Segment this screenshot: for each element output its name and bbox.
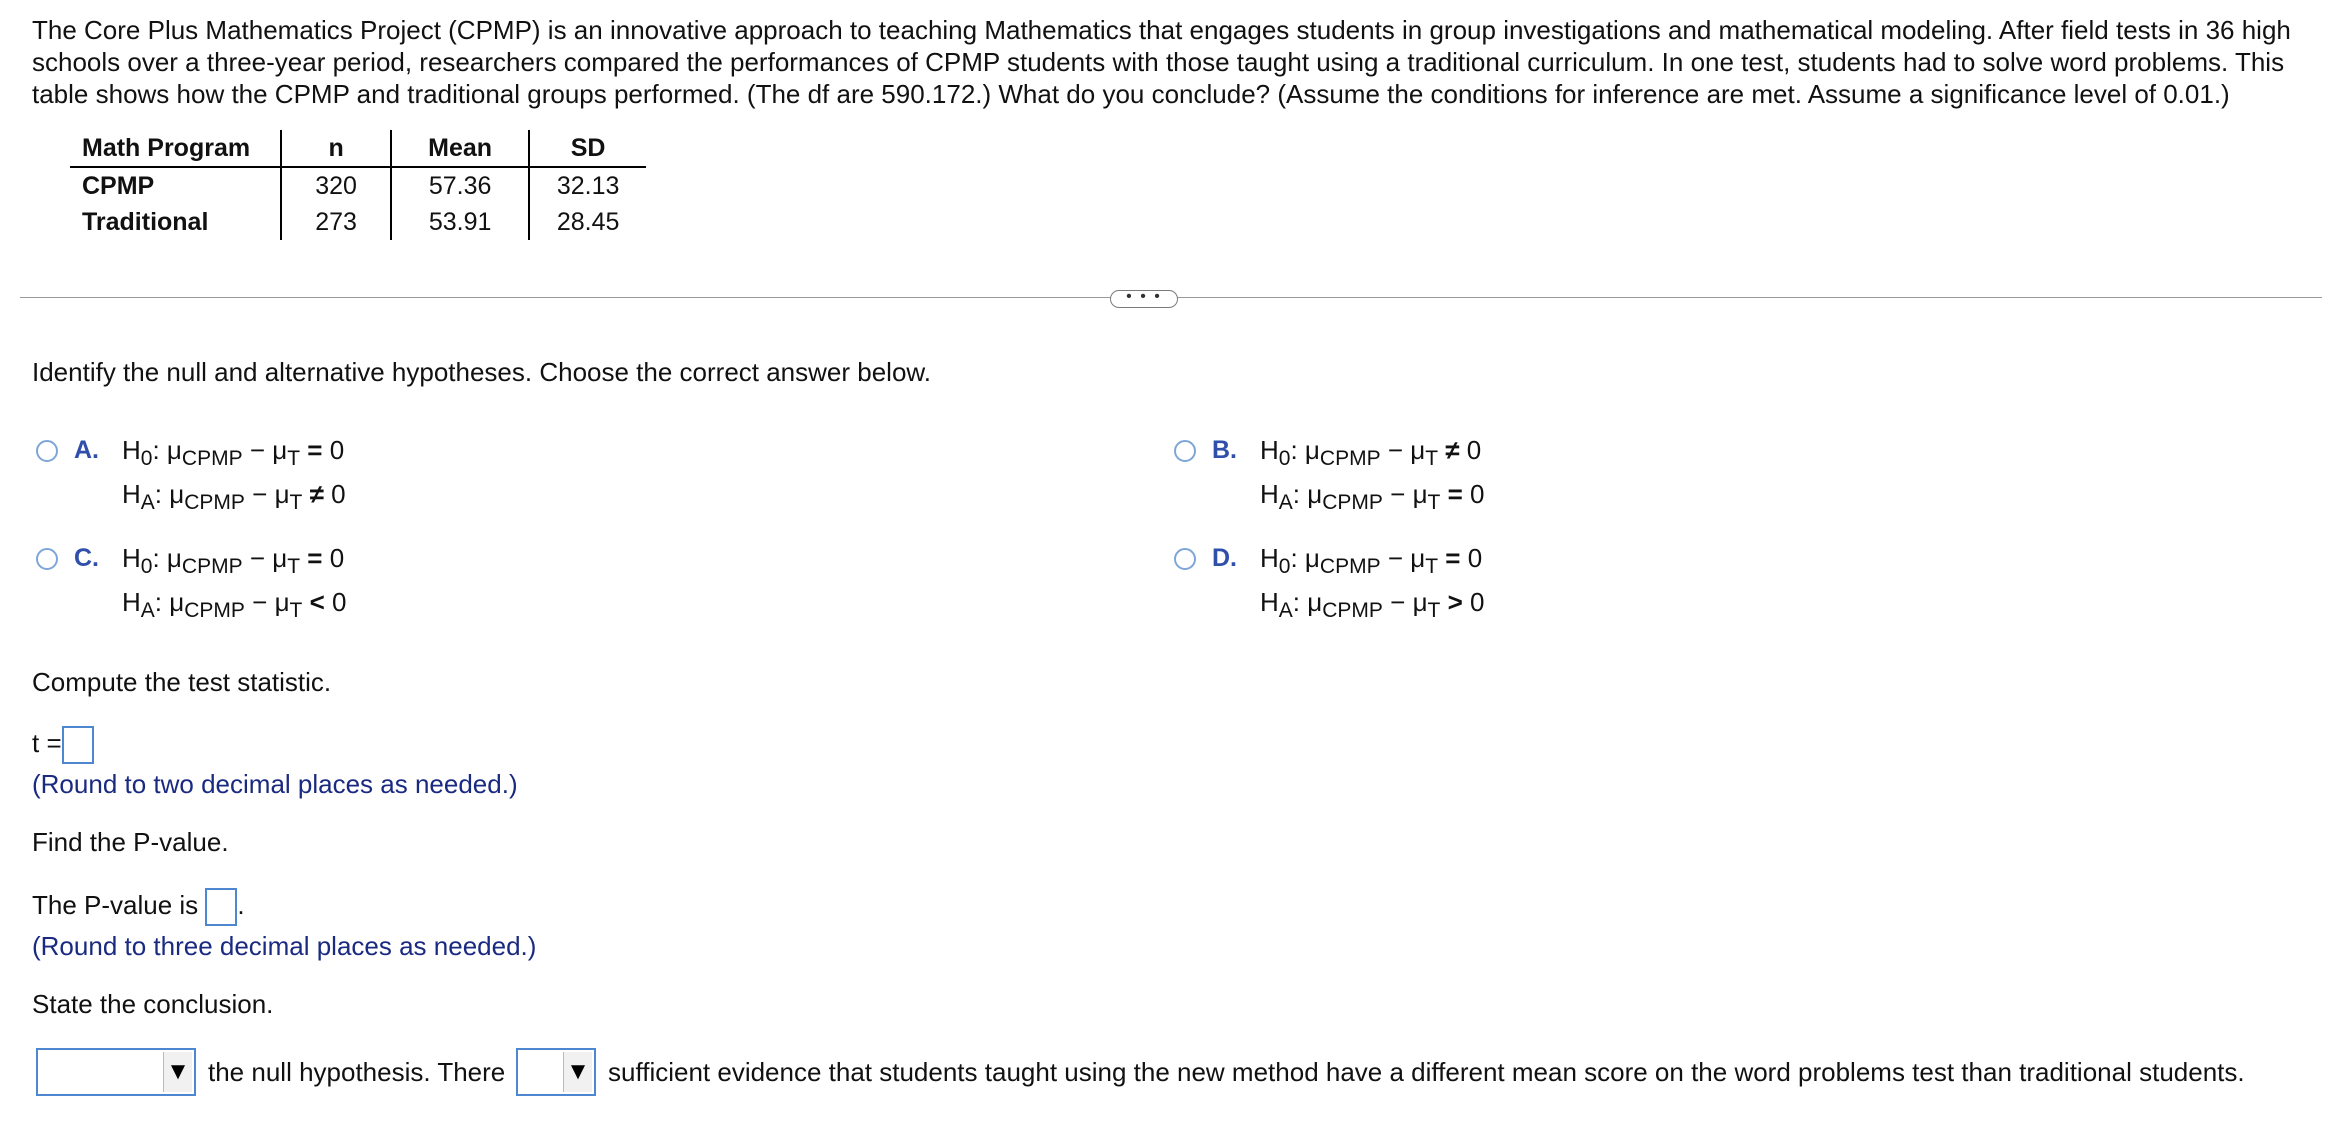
null-hypothesis: $H_0$: $\mu_{CPMP} - \mu_T = 0$ [122, 435, 345, 470]
operator: > [1447, 587, 1463, 617]
table-cell: 28.45 [529, 204, 646, 240]
table-cell: 53.91 [391, 204, 529, 240]
radio-button[interactable] [36, 440, 58, 462]
operator: = [1445, 543, 1461, 573]
evidence-dropdown[interactable] [516, 1048, 596, 1096]
question-prompt-test-statistic: Compute the test statistic. [32, 667, 332, 697]
alternative-hypothesis: $H_A$: $\mu_{CPMP} - \mu_T < 0$ [122, 587, 347, 622]
radio-button[interactable] [1174, 440, 1196, 462]
round-hint-p: (Round to three decimal places as needed.) [32, 931, 537, 961]
round-hint-t: (Round to two decimal places as needed.) [32, 769, 518, 799]
conclusion-text-2: sufficient evidence that students taught using the new method have a different mean score on the word problems test than traditional students. [608, 1057, 2245, 1087]
reject-decision-dropdown[interactable] [36, 1048, 196, 1096]
conclusion-text-1: the null hypothesis. There [208, 1057, 506, 1087]
operator: ≠ [309, 479, 324, 509]
operator: = [307, 543, 323, 573]
null-hypothesis: $H_0$: $\mu_{CPMP} - \mu_T \ne 0$ [1260, 435, 1482, 470]
table-row [70, 167, 646, 204]
operator: < [309, 587, 325, 617]
choice-label: C. [74, 544, 99, 572]
chevron-down-icon[interactable]: ▼ [163, 1052, 192, 1092]
table-cell: 273 [281, 204, 391, 240]
question-prompt-p-value: Find the P-value. [32, 827, 229, 857]
problem-intro: The Core Plus Mathematics Project (CPMP) is an innovative approach to teaching Mathematics that engages students in group investigations and mathematical modeling. After field tests in 36 high schools over a three-year period, researchers compared the performances of CPMP students with those taught using a traditional curriculum. In one test, students had to solve word problems. This table shows how the CPMP and traditional groups performed. (The df are 590.172.) What do you conclude? (Assume the conditions for inference are met. Assume a significance level of 0.01.) [32, 15, 2291, 109]
table-cell: CPMP [82, 171, 155, 200]
operator: = [307, 435, 323, 465]
header-n: n [281, 130, 391, 167]
alternative-hypothesis: $H_A$: $\mu_{CPMP} - \mu_T = 0$ [1260, 479, 1485, 514]
table-cell: 32.13 [529, 167, 646, 204]
null-hypothesis: $H_0$: $\mu_{CPMP} - \mu_T = 0$ [122, 543, 345, 578]
t-label: t = [32, 727, 62, 758]
radio-button[interactable] [36, 548, 58, 570]
table-cell: 320 [281, 167, 391, 204]
alternative-hypothesis: $H_A$: $\mu_{CPMP} - \mu_T > 0$ [1260, 587, 1485, 622]
t-statistic-input[interactable] [62, 726, 94, 764]
p-value-input[interactable] [205, 888, 237, 926]
header-mean: Mean [391, 130, 529, 167]
chevron-down-icon[interactable]: ▼ [563, 1052, 592, 1092]
header-math-program: Math Program [70, 130, 281, 167]
choice-label: B. [1212, 436, 1237, 464]
choice-label: A. [74, 436, 99, 464]
table-row [70, 204, 646, 240]
table-cell: 57.36 [391, 167, 529, 204]
t-statistic-row [32, 726, 94, 764]
data-table [70, 130, 646, 240]
null-hypothesis: $H_0$: $\mu_{CPMP} - \mu_T = 0$ [1260, 543, 1483, 578]
question-prompt-conclusion: State the conclusion. [32, 989, 274, 1019]
table-header-row [70, 130, 646, 167]
radio-button[interactable] [1174, 548, 1196, 570]
question-prompt-hypotheses: Identify the null and alternative hypotheses. Choose the correct answer below. [32, 357, 931, 387]
operator: ≠ [1445, 435, 1460, 465]
choice-label: D. [1212, 544, 1237, 572]
header-sd: SD [529, 130, 646, 167]
operator: = [1447, 479, 1463, 509]
alternative-hypothesis: $H_A$: $\mu_{CPMP} - \mu_T \ne 0$ [122, 479, 346, 514]
expand-more-button[interactable]: • • • [1110, 290, 1178, 308]
p-value-row: The P-value is . [32, 888, 245, 926]
p-value-label: The P-value is [32, 889, 199, 920]
table-cell: Traditional [82, 207, 209, 236]
